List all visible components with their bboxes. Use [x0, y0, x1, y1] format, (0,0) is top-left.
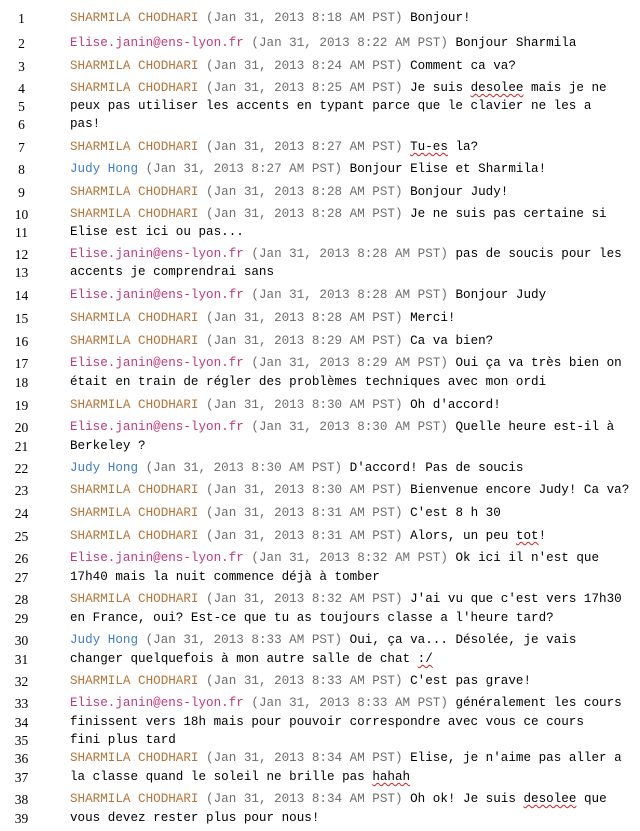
message-timestamp: (Jan 31, 2013 8:29 AM PST) — [251, 356, 448, 370]
transcript-line — [0, 481, 640, 500]
transcript-line — [0, 309, 640, 328]
misspelled-word: Tu-es — [410, 140, 448, 154]
line-number: 36 — [14, 751, 29, 766]
transcript-line — [0, 549, 640, 568]
message-timestamp: (Jan 31, 2013 8:22 AM PST) — [251, 36, 448, 50]
line-number: 20 — [14, 420, 29, 435]
transcript-line — [0, 115, 640, 134]
speaker-name: Elise.janin@ens-lyon.fr — [70, 420, 244, 434]
speaker-name: SHARMILA CHODHARI — [70, 185, 199, 199]
transcript-line — [0, 459, 640, 478]
message-timestamp: (Jan 31, 2013 8:28 AM PST) — [206, 185, 403, 199]
line-number: 18 — [14, 375, 29, 390]
speaker-name: SHARMILA CHODHARI — [70, 59, 199, 73]
message-timestamp: (Jan 31, 2013 8:32 AM PST) — [206, 592, 403, 606]
line-text — [70, 354, 622, 373]
misspelled-word: :/ — [417, 652, 433, 666]
transcript-line — [0, 160, 640, 179]
message-text: pas de soucis pour les — [455, 247, 622, 261]
message-text: Oui ça va très bien on — [455, 356, 622, 370]
speaker-name: SHARMILA CHODHARI — [70, 81, 199, 95]
line-number: 26 — [14, 551, 29, 566]
message-timestamp: (Jan 31, 2013 8:33 AM PST) — [145, 633, 343, 647]
line-text — [70, 79, 607, 98]
line-number: 12 — [14, 247, 29, 262]
line-text — [70, 309, 455, 328]
message-timestamp: (Jan 31, 2013 8:30 AM PST) — [145, 461, 343, 475]
transcript-line — [0, 731, 640, 750]
line-text — [70, 205, 607, 224]
message-text: généralement les cours — [455, 696, 622, 710]
message-text: Oh ok! Je suis desolee que — [410, 792, 607, 806]
line-number: 25 — [14, 529, 29, 544]
line-text — [70, 418, 614, 437]
transcript-line — [0, 590, 640, 609]
message-text: la classe quand le soleil ne brille pas hahah — [70, 770, 411, 784]
message-timestamp: (Jan 31, 2013 8:29 AM PST) — [206, 334, 403, 348]
message-text: D'accord! Pas de soucis — [349, 461, 524, 475]
line-number: 30 — [14, 633, 29, 648]
line-number: 6 — [18, 117, 25, 132]
message-text: Bienvenue encore Judy! Ca va? — [410, 483, 630, 497]
message-text: Elise, je n'aime pas aller a — [410, 751, 622, 765]
speaker-name: Elise.janin@ens-lyon.fr — [70, 696, 244, 710]
message-text: Oh d'accord! — [410, 398, 501, 412]
message-text: finissent vers 18h mais pour pouvoir correspondre avec vous ce cours — [70, 715, 584, 729]
message-timestamp: (Jan 31, 2013 8:28 AM PST) — [206, 311, 403, 325]
line-text — [70, 245, 622, 264]
speaker-name: SHARMILA CHODHARI — [70, 398, 199, 412]
transcript-line — [0, 713, 640, 732]
line-text — [70, 97, 591, 116]
message-text: Comment ca va? — [410, 59, 516, 73]
speaker-name: SHARMILA CHODHARI — [70, 506, 199, 520]
line-text — [70, 749, 622, 768]
misspelled-word: desolee — [523, 792, 577, 806]
line-text — [70, 527, 546, 546]
line-number: 21 — [14, 439, 29, 454]
line-text — [70, 568, 380, 587]
line-number: 16 — [14, 334, 29, 349]
transcript-line — [0, 332, 640, 351]
line-text — [70, 332, 493, 351]
message-text: Elise est ici ou pas... — [70, 225, 244, 239]
line-text — [70, 590, 622, 609]
message-text: C'est pas grave! — [410, 674, 532, 688]
speaker-name: SHARMILA CHODHARI — [70, 311, 199, 325]
line-text — [70, 609, 554, 628]
speaker-name: Elise.janin@ens-lyon.fr — [70, 551, 244, 565]
line-text — [70, 115, 100, 134]
message-timestamp: (Jan 31, 2013 8:31 AM PST) — [206, 529, 403, 543]
line-number: 7 — [18, 140, 25, 155]
speaker-name: SHARMILA CHODHARI — [70, 11, 199, 25]
message-timestamp: (Jan 31, 2013 8:27 AM PST) — [206, 140, 403, 154]
message-timestamp: (Jan 31, 2013 8:32 AM PST) — [251, 551, 448, 565]
line-number: 17 — [14, 356, 29, 371]
message-timestamp: (Jan 31, 2013 8:25 AM PST) — [206, 81, 403, 95]
transcript-line — [0, 437, 640, 456]
line-number: 35 — [14, 733, 29, 748]
message-timestamp: (Jan 31, 2013 8:24 AM PST) — [206, 59, 403, 73]
line-number: 39 — [14, 811, 29, 826]
line-text — [70, 160, 546, 179]
misspelled-word: desolee — [470, 81, 524, 95]
message-timestamp: (Jan 31, 2013 8:33 AM PST) — [206, 674, 403, 688]
transcript-line — [0, 568, 640, 587]
speaker-name: Elise.janin@ens-lyon.fr — [70, 247, 244, 261]
message-text: Tu-es la? — [410, 140, 479, 154]
message-timestamp: (Jan 31, 2013 8:31 AM PST) — [206, 506, 403, 520]
message-text: 17h40 mais la nuit commence déjà à tomber — [70, 570, 380, 584]
message-text: Bonjour Elise et Sharmila! — [349, 162, 547, 176]
message-timestamp: (Jan 31, 2013 8:27 AM PST) — [145, 162, 343, 176]
line-number: 11 — [15, 225, 28, 240]
message-text: Bonjour Judy — [455, 288, 547, 302]
message-text: Berkeley ? — [70, 439, 146, 453]
message-text: J'ai vu que c'est vers 17h30 — [410, 592, 622, 606]
line-number: 19 — [14, 398, 29, 413]
transcript-line — [0, 418, 640, 437]
message-text: Bonjour Judy! — [410, 185, 509, 199]
line-text — [70, 286, 546, 305]
transcript-line — [0, 263, 640, 282]
line-number: 5 — [18, 99, 25, 114]
message-text: Je ne suis pas certaine si — [410, 207, 607, 221]
message-timestamp: (Jan 31, 2013 8:30 AM PST) — [206, 483, 403, 497]
message-timestamp: (Jan 31, 2013 8:30 AM PST) — [251, 420, 448, 434]
transcript-line — [0, 57, 640, 76]
line-text — [70, 373, 546, 392]
line-text — [70, 768, 410, 787]
line-number: 1 — [18, 11, 25, 26]
line-text — [70, 481, 629, 500]
message-timestamp: (Jan 31, 2013 8:33 AM PST) — [251, 696, 448, 710]
message-text: Alors, un peu tot! — [410, 529, 547, 543]
line-number: 33 — [14, 696, 29, 711]
transcript-line — [0, 183, 640, 202]
transcript-line — [0, 694, 640, 713]
message-text: Je suis desolee mais je ne — [410, 81, 607, 95]
speaker-name: SHARMILA CHODHARI — [70, 592, 199, 606]
line-text — [70, 57, 516, 76]
message-text: Merci! — [410, 311, 456, 325]
line-text — [70, 437, 146, 456]
speaker-name: SHARMILA CHODHARI — [70, 483, 199, 497]
message-text: Ca va bien? — [410, 334, 494, 348]
message-timestamp: (Jan 31, 2013 8:34 AM PST) — [206, 751, 403, 765]
line-number: 31 — [14, 652, 29, 667]
transcript-line — [0, 527, 640, 546]
line-text — [70, 694, 622, 713]
transcript-line — [0, 97, 640, 116]
transcript-line — [0, 354, 640, 373]
line-text — [70, 9, 471, 28]
speaker-name: SHARMILA CHODHARI — [70, 529, 199, 543]
speaker-name: Elise.janin@ens-lyon.fr — [70, 36, 244, 50]
line-text — [70, 183, 508, 202]
transcript-line — [0, 768, 640, 787]
line-text — [70, 790, 607, 809]
transcript-line — [0, 34, 640, 53]
speaker-name: Judy Hong — [70, 633, 139, 647]
line-text — [70, 809, 319, 828]
message-text: en France, oui? Est-ce que tu as toujours classe a l'heure tard? — [70, 611, 554, 625]
message-text: vous devez rester plus pour nous! — [70, 811, 320, 825]
line-number: 28 — [14, 592, 29, 607]
message-text: Ok ici il n'est que — [455, 551, 600, 565]
transcript-line — [0, 609, 640, 628]
speaker-name: Elise.janin@ens-lyon.fr — [70, 288, 244, 302]
line-number: 4 — [18, 81, 25, 96]
transcript-line — [0, 749, 640, 768]
message-text: Oui, ça va... Désolée, je vais — [349, 633, 577, 647]
line-number: 38 — [14, 792, 29, 807]
line-text — [70, 713, 584, 732]
message-text: était en train de régler des problèmes techniques avec mon ordi — [70, 375, 547, 389]
line-number: 37 — [14, 770, 29, 785]
line-number: 22 — [14, 461, 29, 476]
speaker-name: SHARMILA CHODHARI — [70, 334, 199, 348]
message-text: fini plus tard — [70, 733, 176, 747]
message-timestamp: (Jan 31, 2013 8:28 AM PST) — [251, 288, 448, 302]
line-number: 29 — [14, 611, 29, 626]
transcript-line — [0, 672, 640, 691]
message-text: accents je comprendrai sans — [70, 265, 275, 279]
line-number: 3 — [18, 59, 25, 74]
speaker-name: Elise.janin@ens-lyon.fr — [70, 356, 244, 370]
line-number: 15 — [14, 311, 29, 326]
message-timestamp: (Jan 31, 2013 8:18 AM PST) — [206, 11, 403, 25]
line-number: 23 — [14, 483, 29, 498]
line-number: 34 — [14, 715, 29, 730]
line-text — [70, 731, 176, 750]
line-number: 27 — [14, 570, 29, 585]
message-text: pas! — [70, 117, 101, 131]
transcript-line — [0, 9, 640, 28]
misspelled-word: tot — [515, 529, 539, 543]
transcript-line — [0, 373, 640, 392]
message-text: peux pas utiliser les accents en typant parce que le clavier ne les a — [70, 99, 592, 113]
line-text — [70, 34, 576, 53]
message-timestamp: (Jan 31, 2013 8:34 AM PST) — [206, 792, 403, 806]
transcript-line — [0, 504, 640, 523]
line-text — [70, 631, 576, 650]
line-text — [70, 459, 523, 478]
line-number: 14 — [14, 288, 29, 303]
line-text — [70, 504, 501, 523]
line-text — [70, 396, 501, 415]
transcript-line — [0, 138, 640, 157]
line-number: 32 — [14, 674, 29, 689]
message-text: Bonjour! — [410, 11, 471, 25]
speaker-name: Judy Hong — [70, 461, 139, 475]
speaker-name: SHARMILA CHODHARI — [70, 140, 199, 154]
line-text — [70, 223, 244, 242]
speaker-name: SHARMILA CHODHARI — [70, 792, 199, 806]
transcript-line — [0, 79, 640, 98]
speaker-name: SHARMILA CHODHARI — [70, 751, 199, 765]
message-text: C'est 8 h 30 — [410, 506, 501, 520]
speaker-name: SHARMILA CHODHARI — [70, 207, 199, 221]
message-timestamp: (Jan 31, 2013 8:30 AM PST) — [206, 398, 403, 412]
transcript-line — [0, 790, 640, 809]
line-text — [70, 263, 274, 282]
line-number: 8 — [18, 162, 25, 177]
line-number: 13 — [14, 265, 29, 280]
transcript-line — [0, 650, 640, 669]
line-number: 10 — [14, 207, 29, 222]
line-number: 9 — [18, 185, 25, 200]
transcript-line — [0, 809, 640, 828]
line-text — [70, 672, 531, 691]
line-text — [70, 138, 478, 157]
transcript-line — [0, 631, 640, 650]
transcript-line — [0, 245, 640, 264]
transcript-line — [0, 223, 640, 242]
message-text: Quelle heure est-il à — [455, 420, 615, 434]
line-number: 24 — [14, 506, 29, 521]
transcript-line — [0, 286, 640, 305]
line-number: 2 — [18, 36, 25, 51]
message-text: changer quelquefois à mon autre salle de chat :/ — [70, 652, 433, 666]
line-text — [70, 549, 599, 568]
transcript-line — [0, 396, 640, 415]
message-timestamp: (Jan 31, 2013 8:28 AM PST) — [206, 207, 403, 221]
speaker-name: SHARMILA CHODHARI — [70, 674, 199, 688]
line-text — [70, 650, 433, 669]
transcript-line — [0, 205, 640, 224]
message-text: Bonjour Sharmila — [455, 36, 577, 50]
message-timestamp: (Jan 31, 2013 8:28 AM PST) — [251, 247, 448, 261]
misspelled-word: hahah — [372, 770, 411, 784]
speaker-name: Judy Hong — [70, 162, 139, 176]
